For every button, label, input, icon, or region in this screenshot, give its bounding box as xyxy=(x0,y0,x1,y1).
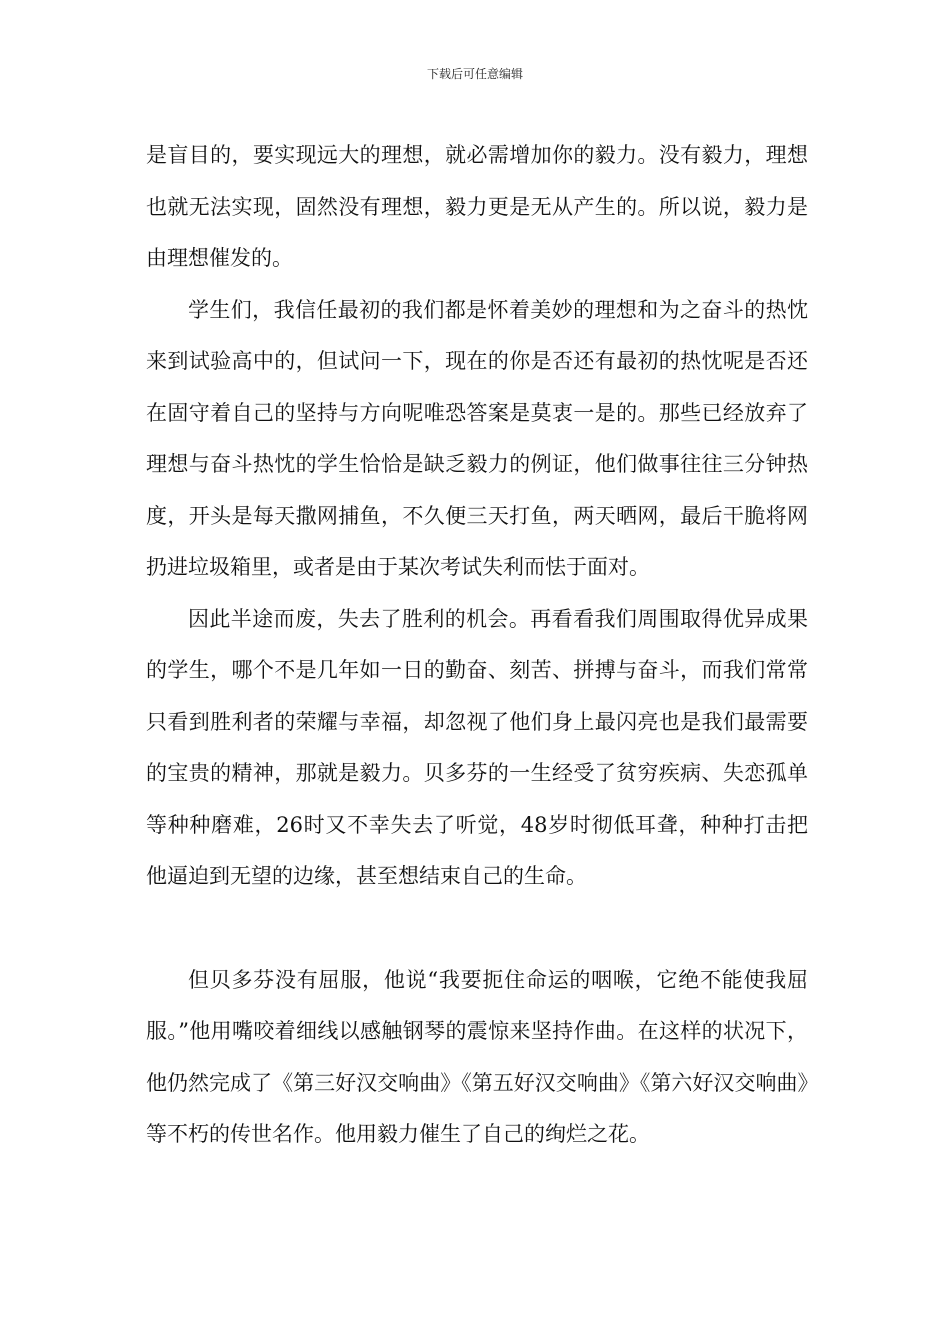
paragraph-1: 是盲目的，要实现远大的理想，就必需增加你的毅力。没有毅力，理想也就无法实现，固然没有理想，毅力更是无从产生的。所以说，毅力是由理想催发的。 xyxy=(146,143,808,270)
paragraph-2: 学生们，我信任最初的我们都是怀着美妙的理想和为之奋斗的热忱来到试验高中的，但试问一下，现在的你是否还有最初的热忱呢是否还在固守着自己的坚持与方向呢唯恐答案是莫衷一是的。那些已经放弃了理想与奋斗热忱的学生恰恰是缺乏毅力的例证，他们做事往往三分钟热度，开头是每天撒网捕鱼，不久便三天打鱼，两天晒网，最后干脆将网扔进垃圾箱里，或者是由于某次考试失利而怯于面对。 xyxy=(146,297,808,579)
document-body xyxy=(146,130,808,1161)
page-header: 下载后可任意编辑 xyxy=(426,67,523,81)
paragraph-4: 但贝多芬没有屈服，他说“我要扼住命运的咽喉，它绝不能使我屈服。”他用嘴咬着细线以感触钢琴的震惊来坚持作曲。在这样的状况下，他仍然完成了《第三好汉交响曲》《第五好汉交响曲》《第六好汉交响曲》等不朽的传世名作。他用毅力催生了自己的绚烂之花。 xyxy=(146,967,808,1146)
paragraph-3: 因此半途而废，失去了胜利的机会。再看看我们周围取得优异成果的学生，哪个不是几年如一日的勤奋、刻苦、拼搏与奋斗，而我们常常只看到胜利者的荣耀与幸福，却忽视了他们身上最闪亮也是我们最需要的宝贵的精神，那就是毅力。贝多芬的一生经受了贫穷疾病、失恋孤单等种种磨难，26时又不幸失去了听觉，48岁时彻低耳聋，种种打击把他逼迫到无望的边缘，甚至想结束自己的生命。 xyxy=(146,606,808,888)
